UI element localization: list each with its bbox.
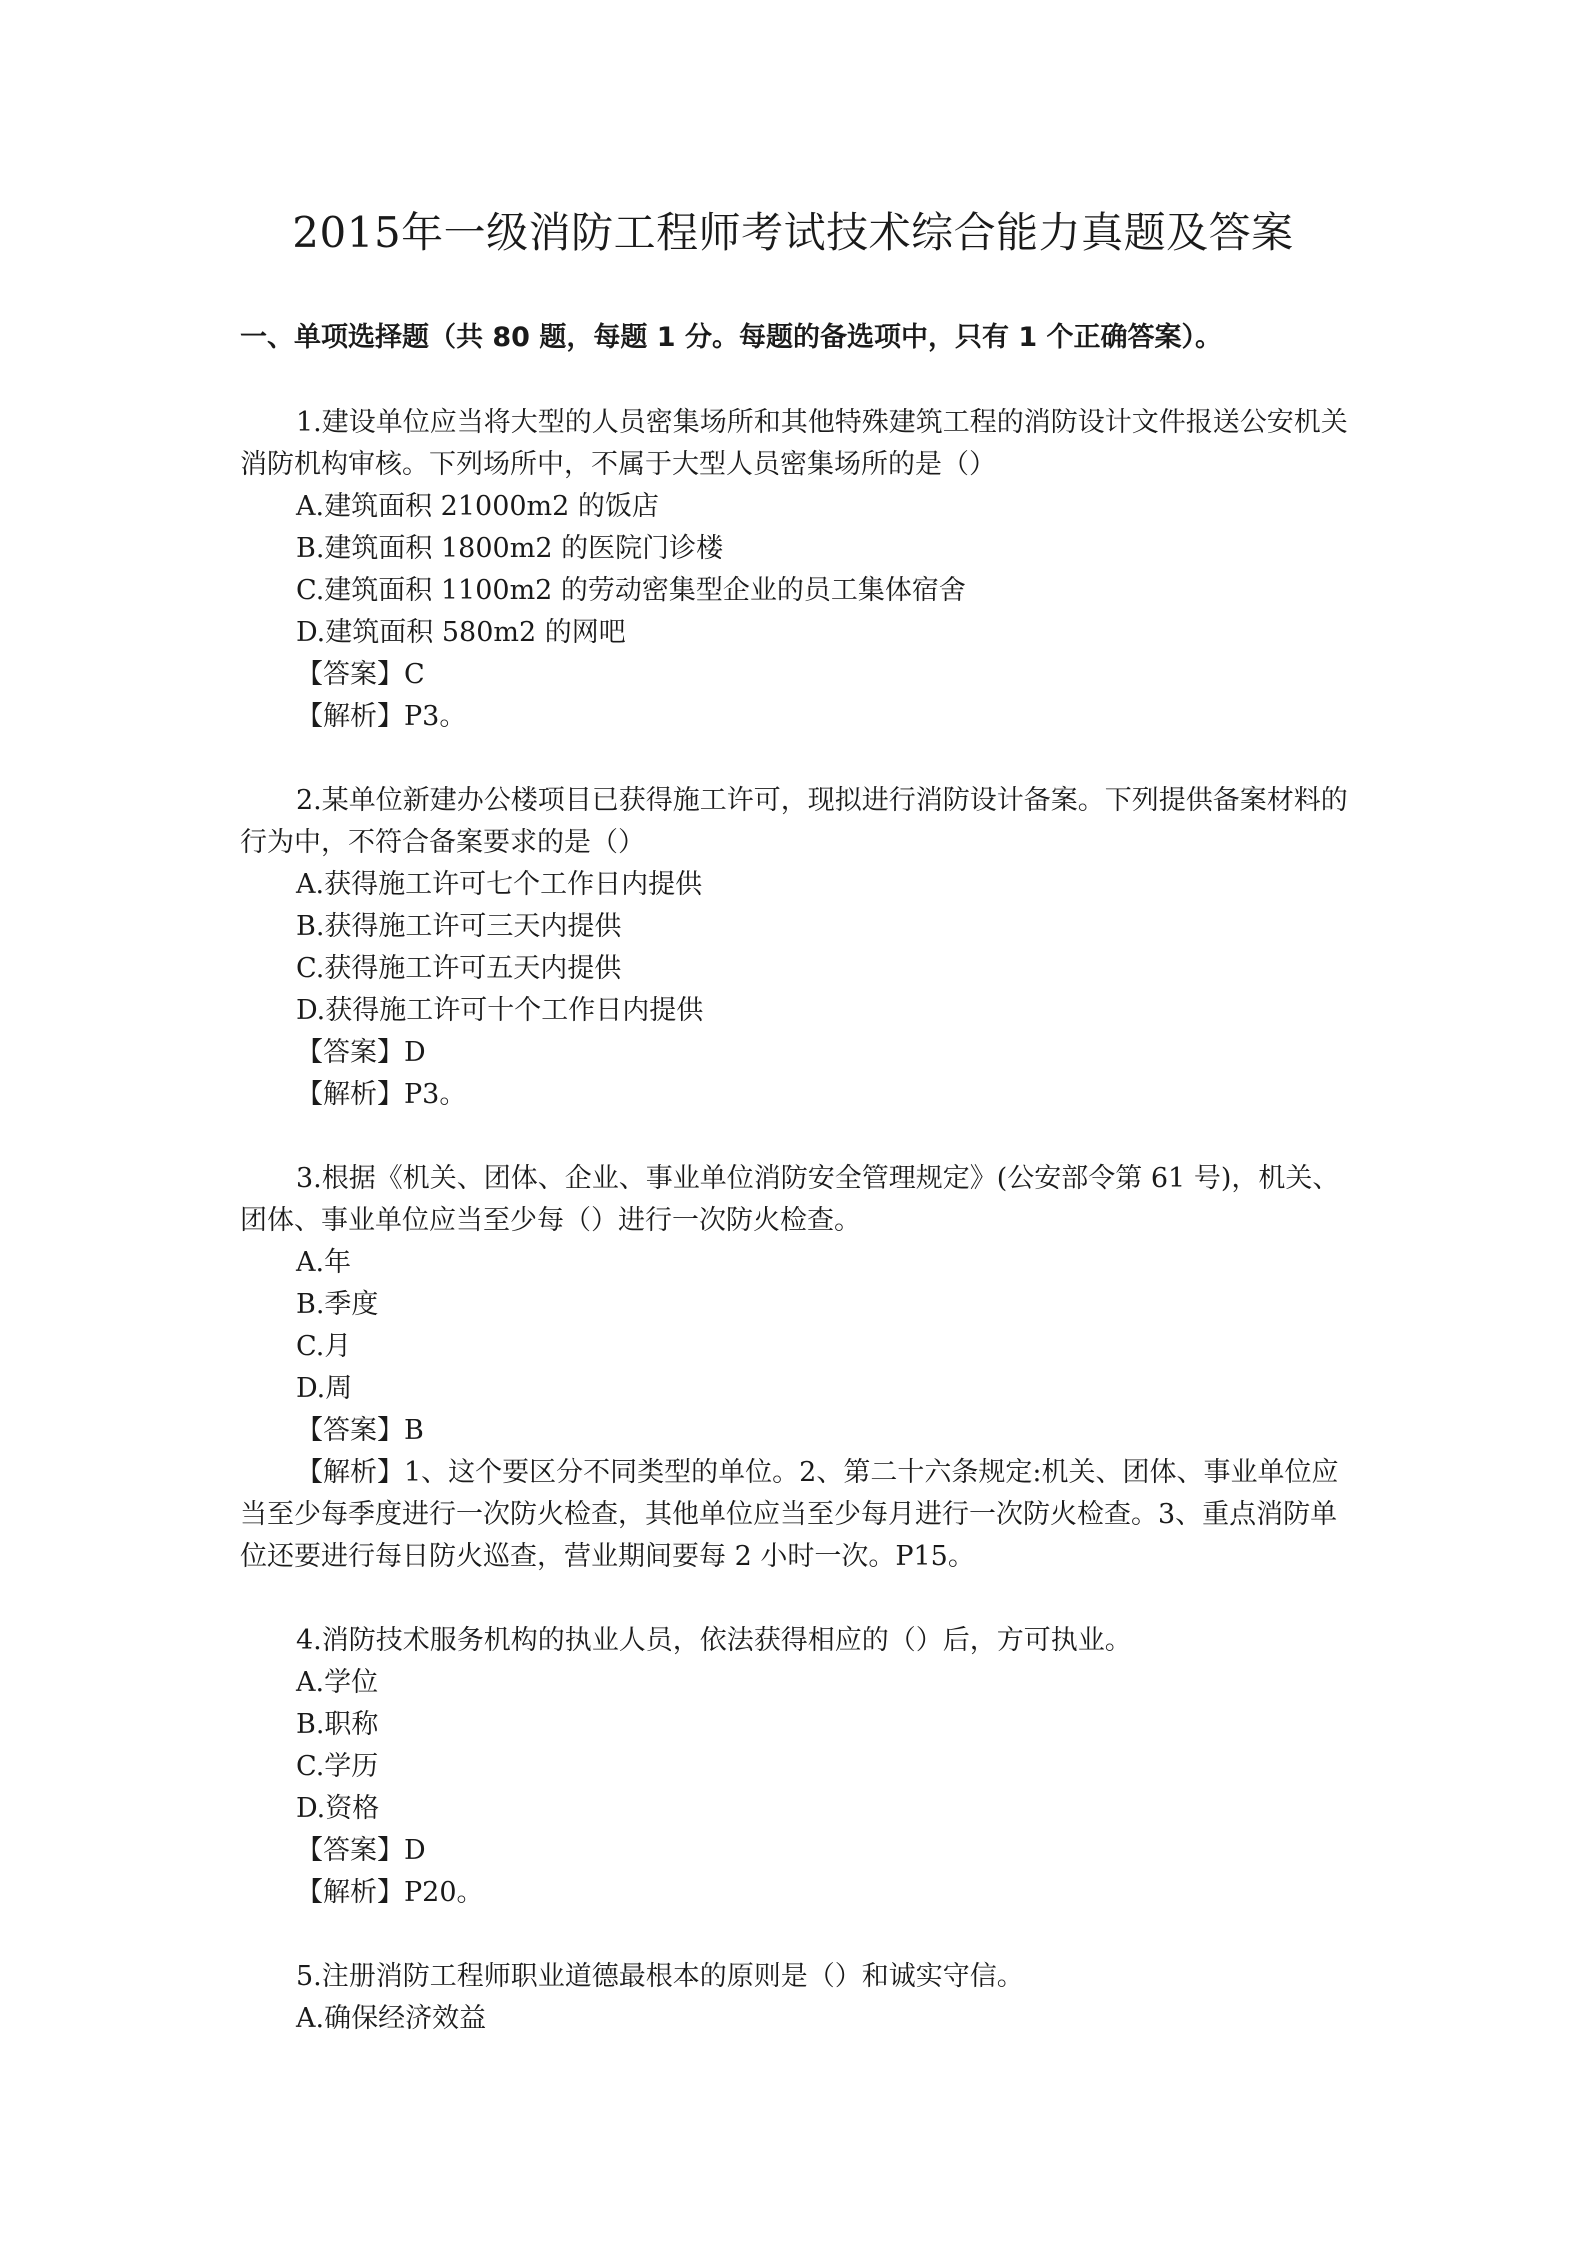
option-d: D.资格 bbox=[296, 1793, 380, 1824]
option-a: A.确保经济效益 bbox=[296, 2003, 487, 2034]
option-c: C.获得施工许可五天内提供 bbox=[296, 953, 622, 984]
option-a: A.年 bbox=[296, 1247, 352, 1278]
question-3 bbox=[240, 1158, 1358, 1578]
question-stem: 1.建设单位应当将大型的人员密集场所和其他特殊建筑工程的消防设计文件报送公安机关消防机构审核。下列场所中，不属于大型人员密集场所的是（） bbox=[240, 407, 1348, 480]
question-1 bbox=[240, 402, 1358, 738]
analysis-line: 【解析】P20。 bbox=[296, 1877, 484, 1908]
question-5 bbox=[240, 1956, 1358, 2040]
answer-line: 【答案】D bbox=[296, 1037, 426, 1068]
question-4 bbox=[240, 1620, 1358, 1914]
option-b: B.职称 bbox=[296, 1709, 379, 1740]
question-list bbox=[240, 402, 1358, 2082]
answer-line: 【答案】D bbox=[296, 1835, 426, 1866]
option-d: D.周 bbox=[296, 1373, 353, 1404]
question-stem: 4.消防技术服务机构的执业人员，依法获得相应的（）后，方可执业。 bbox=[296, 1625, 1132, 1656]
option-a: A.建筑面积 21000m2 的饭店 bbox=[296, 491, 659, 522]
option-b: B.建筑面积 1800m2 的医院门诊楼 bbox=[296, 533, 724, 564]
question-2 bbox=[240, 780, 1358, 1116]
answer-line: 【答案】B bbox=[296, 1415, 424, 1446]
question-stem: 3.根据《机关、团体、企业、事业单位消防安全管理规定》(公安部令第 61 号)，机关、团体、事业单位应当至少每（）进行一次防火检查。 bbox=[240, 1163, 1340, 1236]
analysis-line: 【解析】P3。 bbox=[296, 1079, 467, 1110]
option-a: A.学位 bbox=[296, 1667, 379, 1698]
option-d: D.建筑面积 580m2 的网吧 bbox=[296, 617, 626, 648]
question-stem: 2.某单位新建办公楼项目已获得施工许可，现拟进行消防设计备案。下列提供备案材料的行为中，不符合备案要求的是（） bbox=[240, 785, 1348, 858]
section-heading: 一、单项选择题（共 80 题，每题 1 分。每题的备选项中，只有 1 个正确答案）。 bbox=[240, 322, 1223, 353]
document-title: 2015年一级消防工程师考试技术综合能力真题及答案 bbox=[292, 208, 1294, 257]
option-b: B.季度 bbox=[296, 1289, 379, 1320]
option-c: C.学历 bbox=[296, 1751, 379, 1782]
option-a: A.获得施工许可七个工作日内提供 bbox=[296, 869, 703, 900]
option-d: D.获得施工许可十个工作日内提供 bbox=[296, 995, 704, 1026]
option-c: C.月 bbox=[296, 1331, 352, 1362]
analysis-paragraph: 【解析】1、这个要区分不同类型的单位。2、第二十六条规定:机关、团体、事业单位应当至少每季度进行一次防火检查，其他单位应当至少每月进行一次防火检查。3、重点消防单位还要进行每日防火巡查，营业期间要每 2 小时一次。P15。 bbox=[240, 1457, 1339, 1572]
analysis-line: 【解析】P3。 bbox=[296, 701, 467, 732]
option-c: C.建筑面积 1100m2 的劳动密集型企业的员工集体宿舍 bbox=[296, 575, 966, 606]
option-b: B.获得施工许可三天内提供 bbox=[296, 911, 622, 942]
question-stem: 5.注册消防工程师职业道德最根本的原则是（）和诚实守信。 bbox=[296, 1961, 1024, 1992]
answer-line: 【答案】C bbox=[296, 659, 425, 690]
